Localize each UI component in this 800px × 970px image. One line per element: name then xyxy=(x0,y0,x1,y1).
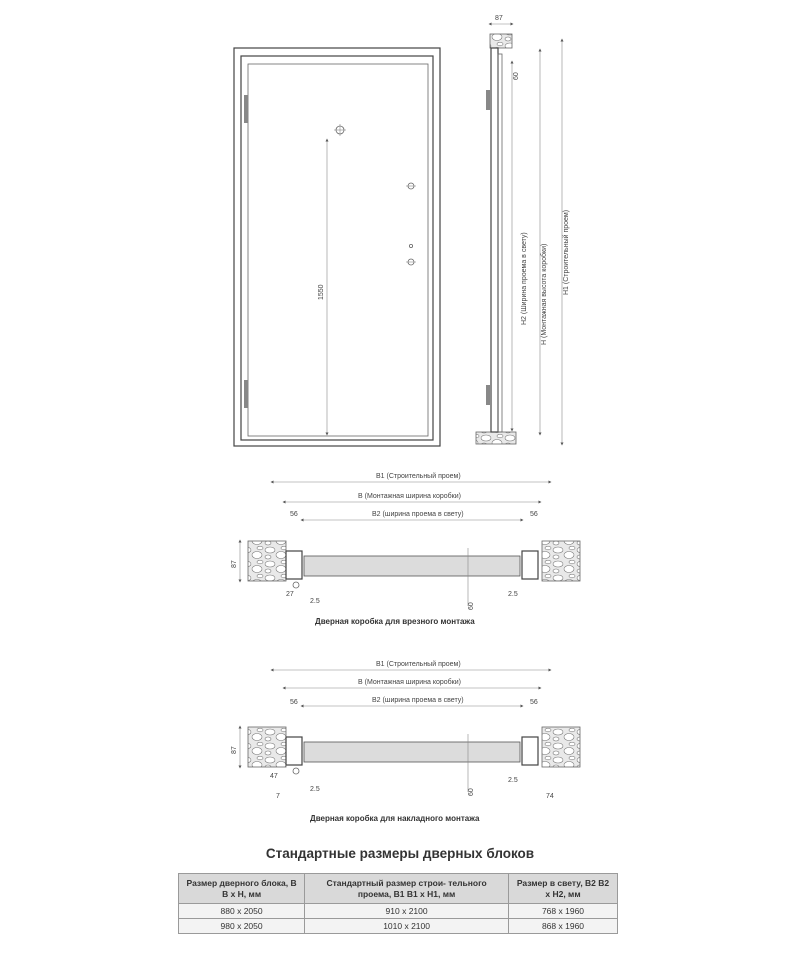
plan2-b-label: B (Монтажная ширина коробки) xyxy=(358,679,461,686)
table-header-row xyxy=(179,874,618,904)
door-inner-frame xyxy=(241,56,433,440)
side-floor xyxy=(476,432,516,444)
plan1-b2-label: B2 (ширина проема в свету) xyxy=(372,511,464,518)
hinge-top xyxy=(244,95,248,123)
table-cell: 1010 x 2100 xyxy=(305,919,509,934)
table-title: Стандартные размеры дверных блоков xyxy=(265,846,535,861)
plan2-b2-label: B2 (ширина проема в свету) xyxy=(372,697,464,704)
side-top-width-label: 87 xyxy=(495,15,503,22)
plan2-right-bottom-label: 74 xyxy=(546,793,554,800)
plan2-small-left-label: 7 xyxy=(276,793,280,800)
side-hinge-top xyxy=(486,90,490,110)
plan2-caption: Дверная коробка для накладного монтажа xyxy=(310,814,480,823)
plan1-left-offset: 56 xyxy=(290,511,298,518)
lock-lower-icon xyxy=(406,244,416,265)
table-cell: 868 x 1960 xyxy=(508,919,617,934)
door-side-view xyxy=(476,15,570,444)
plan2-gap-right-label: 2.5 xyxy=(508,777,518,784)
door-outer-frame xyxy=(234,48,440,446)
side-top-wall xyxy=(490,34,512,48)
plan2-center-label: 60 xyxy=(468,788,475,796)
plan2-door-leaf xyxy=(304,742,520,762)
plan2-right-offset: 56 xyxy=(530,699,538,706)
hinge-bottom xyxy=(244,380,248,408)
plan2-right-wall xyxy=(542,727,580,767)
plan2-depth-label: 87 xyxy=(231,746,238,754)
plan2-left-frame xyxy=(286,737,302,765)
handle-height-label: 1550 xyxy=(318,284,325,300)
plan-overlay xyxy=(231,660,580,823)
plan2-gap-left-label: 2.5 xyxy=(310,786,320,793)
plan1-b1-label: B1 (Строительный проем) xyxy=(376,473,461,480)
table-cell: 880 x 2050 xyxy=(179,904,305,919)
plan1-right-wall xyxy=(542,541,580,581)
plan1-gap-right-label: 2.5 xyxy=(508,591,518,598)
plan1-door-leaf xyxy=(304,556,520,576)
plan-mortise xyxy=(231,472,580,626)
plan1-center-label: 60 xyxy=(468,602,475,610)
h1-label: H1 (Строительный проем) xyxy=(563,209,570,295)
table-row xyxy=(179,919,618,934)
plan1-depth-label: 87 xyxy=(231,560,238,568)
plan1-left-frame xyxy=(286,551,302,579)
lock-upper-icon xyxy=(406,183,416,189)
table-cell: 980 x 2050 xyxy=(179,919,305,934)
plan2-hinge-icon xyxy=(293,768,299,774)
plan1-left-wall xyxy=(248,541,286,581)
sizes-table xyxy=(178,873,618,934)
plan1-right-offset: 56 xyxy=(530,511,538,518)
plan1-caption: Дверная коробка для врезного монтажа xyxy=(315,617,475,626)
plan1-b-label: B (Монтажная ширина коробки) xyxy=(358,493,461,500)
table-row xyxy=(179,904,618,919)
table-cell: 768 x 1960 xyxy=(508,904,617,919)
plan2-b1-label: B1 (Строительный проем) xyxy=(376,661,461,668)
h-label: H (Монтажная высота коробки) xyxy=(541,243,548,345)
table-cell: 910 x 2100 xyxy=(305,904,509,919)
plan1-hinge-icon xyxy=(293,582,299,588)
plan2-left-offset: 56 xyxy=(290,699,298,706)
plan2-right-frame xyxy=(522,737,538,765)
h2-label: H2 (Ширина проема в свету) xyxy=(521,232,528,325)
header-opening-size: Стандартный размер строи- тельного проема, B1 B1 x H1, мм xyxy=(305,874,509,904)
plan1-right-frame xyxy=(522,551,538,579)
side-frame-profile xyxy=(491,48,498,432)
door-front-view xyxy=(234,48,440,446)
plan1-bottom-left-label: 27 xyxy=(286,591,294,598)
header-block-size: Размер дверного блока, B B x H, мм xyxy=(179,874,305,904)
side-hinge-bottom xyxy=(486,385,490,405)
plan2-bottom-left-label: 47 xyxy=(270,773,278,780)
plan2-left-wall xyxy=(248,727,286,767)
side-leaf-profile xyxy=(498,54,502,432)
plan1-gap-left-label: 2.5 xyxy=(310,598,320,605)
peephole-icon xyxy=(334,124,346,136)
header-clear-size: Размер в свету, B2 B2 x H2, мм xyxy=(508,874,617,904)
door-leaf xyxy=(248,64,428,436)
side-top-gap-label: 60 xyxy=(513,72,520,80)
